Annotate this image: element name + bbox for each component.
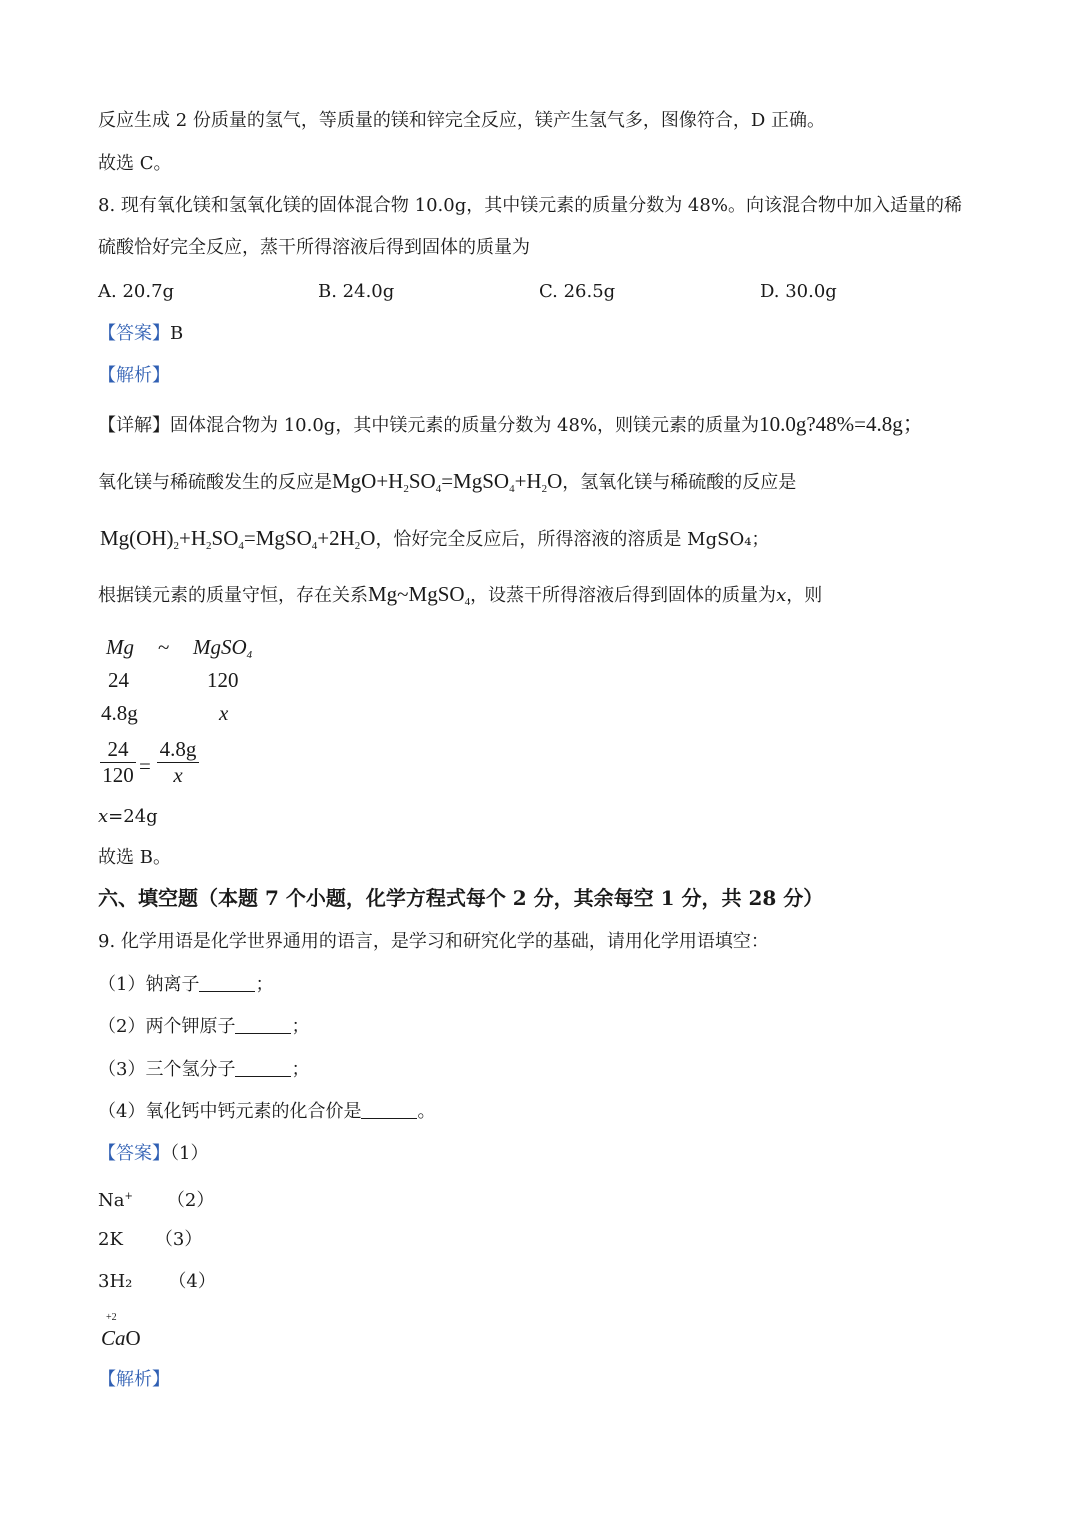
q9-answer-4: CaO	[101, 1326, 141, 1350]
q9-item-3: （3）三个氢分子 ；	[98, 1059, 310, 1080]
q9-item-2: （2）两个钾原子 ；	[98, 1016, 310, 1037]
fraction-right-num: 4.8g	[159, 737, 197, 761]
q8-reaction2-line	[100, 525, 769, 559]
conservation-suffix: ，设蒸干所得溶液后得到固体的质量为	[470, 585, 777, 606]
q8-stem-line1: 8. 现有氧化镁和氢氧化镁的固体混合物 10.0g，其中镁元素的质量分数为 48%。向该混合物中加入适量的稀	[98, 195, 962, 216]
answer-blank	[235, 1015, 291, 1034]
fraction-equals: =	[139, 754, 151, 778]
table-mg: Mg	[106, 635, 134, 659]
answer-blank	[361, 1100, 417, 1119]
reaction1-equation: $MgO+H_2SO_4=MgSO_4+H_2O$	[332, 469, 563, 495]
q9-answer-3: 3H₂ （4）	[98, 1271, 216, 1292]
table-mg-mass: 24	[108, 668, 129, 692]
reaction1-suffix: ，氢氧化镁与稀硫酸的反应是	[562, 472, 797, 493]
conservation-relation: Mg~MgSO$_4$	[368, 582, 471, 608]
q8-option-b: B. 24.0g	[318, 281, 395, 302]
fraction-right-den: x	[157, 762, 199, 788]
answer-blank	[235, 1058, 291, 1077]
q8-result	[98, 804, 158, 830]
q8-option-a: A. 20.7g	[98, 281, 175, 302]
q8-stem-line2: 硫酸恰好完全反应，蒸干所得溶液后得到固体的质量为	[98, 237, 530, 258]
result-var: x	[98, 806, 109, 827]
fraction-left-num: 24	[107, 737, 129, 761]
q9-analysis-label: 【解析】	[98, 1369, 170, 1390]
table-mgso4-mass: 120	[207, 668, 239, 692]
detail-label: 【详解】	[98, 415, 170, 436]
detail-calc: 10.0g?48%=4.8g；	[759, 412, 924, 436]
conservation-end: ，则	[786, 585, 823, 606]
q8-detail-line	[98, 411, 924, 439]
table-mg-actual: 4.8g	[101, 701, 138, 725]
answer-blank	[199, 973, 255, 992]
reaction2-equation: $Mg(OH)_2+H_2SO_4=MgSO_4+2H_2O$	[100, 526, 376, 552]
q9-answer-label: 【答案】（1）	[98, 1143, 209, 1164]
q8-conservation-line	[98, 581, 822, 615]
q7-explanation-line: 反应生成 2 份质量的氢气，等质量的镁和锌完全反应，镁产生氢气多，图像符合，D 正确。	[98, 110, 826, 131]
conservation-var: x	[776, 585, 787, 606]
q8-analysis-label: 【解析】	[98, 365, 170, 386]
fraction-left	[100, 737, 136, 788]
q9-item-1: （1）钠离子 ；	[98, 974, 274, 995]
q9-item-4: （4）氧化钙中钙元素的化合价是 。	[98, 1101, 436, 1122]
reaction2-suffix: ，恰好完全反应后，所得溶液的溶质是 MgSO₄；	[375, 529, 770, 550]
q8-conclusion: 故选 B。	[98, 847, 171, 868]
answer-label: 【答案】	[98, 323, 170, 344]
q8-option-c: C. 26.5g	[539, 281, 616, 302]
detail-text: 固体混合物为 10.0g，其中镁元素的质量分数为 48%，则镁元素的质量为	[170, 415, 760, 436]
section6-heading: 六、填空题（本题 7 个小题，化学方程式每个 2 分，其余每空 1 分，共 28 分）	[98, 886, 824, 910]
table-x: x	[219, 701, 229, 725]
q8-reaction1-line	[98, 468, 796, 502]
conservation-prefix: 根据镁元素的质量守恒，存在关系	[98, 585, 368, 606]
q7-conclusion: 故选 C。	[98, 153, 172, 174]
q8-answer	[98, 321, 183, 347]
q9-answer-2: 2K （3）	[98, 1229, 203, 1250]
answer-value: B	[170, 323, 184, 344]
fraction-right	[157, 737, 199, 788]
q8-option-d: D. 30.0g	[760, 281, 837, 302]
q9-answer-1: Na+ （2）	[98, 1190, 215, 1211]
result-value: =24g	[108, 806, 158, 827]
table-tilde: ~	[158, 635, 170, 659]
fraction-left-den: 120	[100, 762, 136, 788]
table-mgso4: MgSO$_4$	[193, 635, 253, 661]
valence-mark: +2	[106, 1312, 117, 1323]
q9-stem: 9. 化学用语是化学世界通用的语言，是学习和研究化学的基础，请用化学用语填空：	[98, 931, 769, 952]
reaction1-prefix: 氧化镁与稀硫酸发生的反应是	[98, 472, 332, 493]
